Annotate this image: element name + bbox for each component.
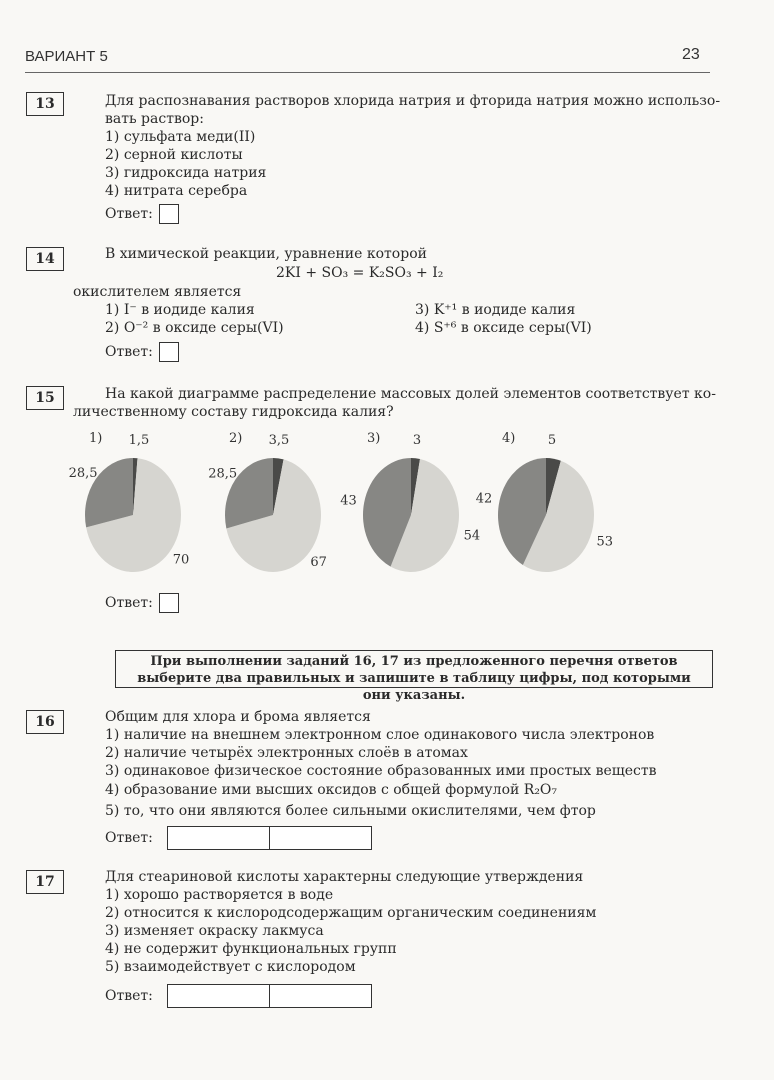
question-number-17: 17 xyxy=(26,870,64,894)
q16-option: 3) одинаковое физическое состояние образованных ими простых веществ xyxy=(105,763,657,779)
q17-option: 1) хорошо растворяется в воде xyxy=(105,887,334,903)
q14-answer xyxy=(105,342,179,362)
pie-data-label: 42 xyxy=(475,491,493,507)
pie-data-label: 1,5 xyxy=(128,433,150,448)
answer-table xyxy=(167,984,372,1008)
question-number-16: 16 xyxy=(26,710,64,734)
pie-data-label: 53 xyxy=(596,534,614,550)
q13-text-cont: вать раствор: xyxy=(105,111,204,127)
answer-label: Ответ: xyxy=(105,206,153,222)
q14-option: 3) K⁺¹ в иодиде калия xyxy=(415,302,576,318)
answer-cell[interactable] xyxy=(168,985,269,1007)
q17-option: 5) взаимодействует с кислородом xyxy=(105,959,356,975)
pie-chart-number: 2) xyxy=(229,431,243,446)
q17-option: 2) относится к кислородсодержащим органическим соединениям xyxy=(105,905,597,921)
q13-option: 3) гидроксида натрия xyxy=(105,165,267,181)
question-number-14: 14 xyxy=(26,247,64,271)
answer-box[interactable] xyxy=(159,204,179,224)
q16-option: 2) наличие четырёх электронных слоёв в атомах xyxy=(105,745,468,761)
pie-data-label: 3 xyxy=(412,433,422,448)
instruction-note: При выполнении заданий 16, 17 из предложенного перечня ответов выберите два правильных и запишите в таблицу цифры, под которыми они указаны. xyxy=(115,650,713,688)
q13-answer xyxy=(105,204,179,224)
q13-option: 4) нитрата серебра xyxy=(105,183,248,199)
q14-option: 2) O⁻² в оксиде серы(VI) xyxy=(105,320,284,336)
answer-label: Ответ: xyxy=(105,988,153,1004)
q13-option: 1) сульфата меди(II) xyxy=(105,129,256,145)
q16-option: 1) наличие на внешнем электронном слое одинакового числа электронов xyxy=(105,727,655,743)
page-number: 23 xyxy=(682,46,700,63)
question-number-15: 15 xyxy=(26,386,64,410)
answer-table xyxy=(167,826,372,850)
answer-box[interactable] xyxy=(159,593,179,613)
pie-data-label: 28,5 xyxy=(68,466,98,482)
pie-data-label: 28,5 xyxy=(208,466,238,482)
q15-answer xyxy=(105,593,179,613)
q16-option: 4) образование ими высших оксидов с общей формулой R₂O₇ xyxy=(105,782,558,798)
q14-text: В химической реакции, уравнение которой xyxy=(105,246,427,262)
variant-title: ВАРИАНТ 5 xyxy=(25,48,108,65)
q16-answer xyxy=(105,826,372,850)
answer-box[interactable] xyxy=(159,342,179,362)
q15-text: На какой диаграмме распределение массовых долей элементов соответствует ко- xyxy=(105,386,716,402)
q16-text: Общим для хлора и брома является xyxy=(105,709,371,725)
q15-text-cont: личественному составу гидроксида калия? xyxy=(73,404,394,420)
answer-label: Ответ: xyxy=(105,595,153,611)
q16-option: 5) то, что они являются более сильными окислителями, чем фтор xyxy=(105,803,596,819)
q14-equation: 2KI + SO₃ = K₂SO₃ + I₂ xyxy=(276,265,444,281)
pie-charts xyxy=(0,420,774,590)
pie-data-label: 67 xyxy=(310,554,327,570)
answer-cell[interactable] xyxy=(269,827,371,849)
answer-cell[interactable] xyxy=(269,985,371,1007)
question-number-13: 13 xyxy=(26,92,64,116)
q17-answer xyxy=(105,984,372,1008)
q14-option: 1) I⁻ в иодиде калия xyxy=(105,302,255,318)
answer-label: Ответ: xyxy=(105,830,153,846)
pie-data-label: 3,5 xyxy=(268,433,290,448)
pie-chart-number: 1) xyxy=(89,431,103,446)
pie-data-label: 54 xyxy=(463,528,481,544)
q13-option: 2) серной кислоты xyxy=(105,147,243,163)
answer-label: Ответ: xyxy=(105,344,153,360)
answer-cell[interactable] xyxy=(168,827,269,849)
q13-text: Для распознавания растворов хлорида натрия и фторида натрия можно использо- xyxy=(105,93,721,109)
q14-text-cont: окислителем является xyxy=(73,284,242,300)
pie-chart-number: 3) xyxy=(367,431,381,446)
q17-text: Для стеариновой кислоты характерны следующие утверждения xyxy=(105,869,584,885)
q17-option: 4) не содержит функциональных групп xyxy=(105,941,397,957)
pie-data-label: 5 xyxy=(547,433,557,448)
q14-option: 4) S⁺⁶ в оксиде серы(VI) xyxy=(415,320,592,336)
q17-option: 3) изменяет окраску лакмуса xyxy=(105,923,324,939)
pie-data-label: 70 xyxy=(172,552,190,568)
pie-chart-number: 4) xyxy=(502,431,516,446)
header-divider xyxy=(25,72,710,73)
pie-data-label: 43 xyxy=(340,493,357,509)
